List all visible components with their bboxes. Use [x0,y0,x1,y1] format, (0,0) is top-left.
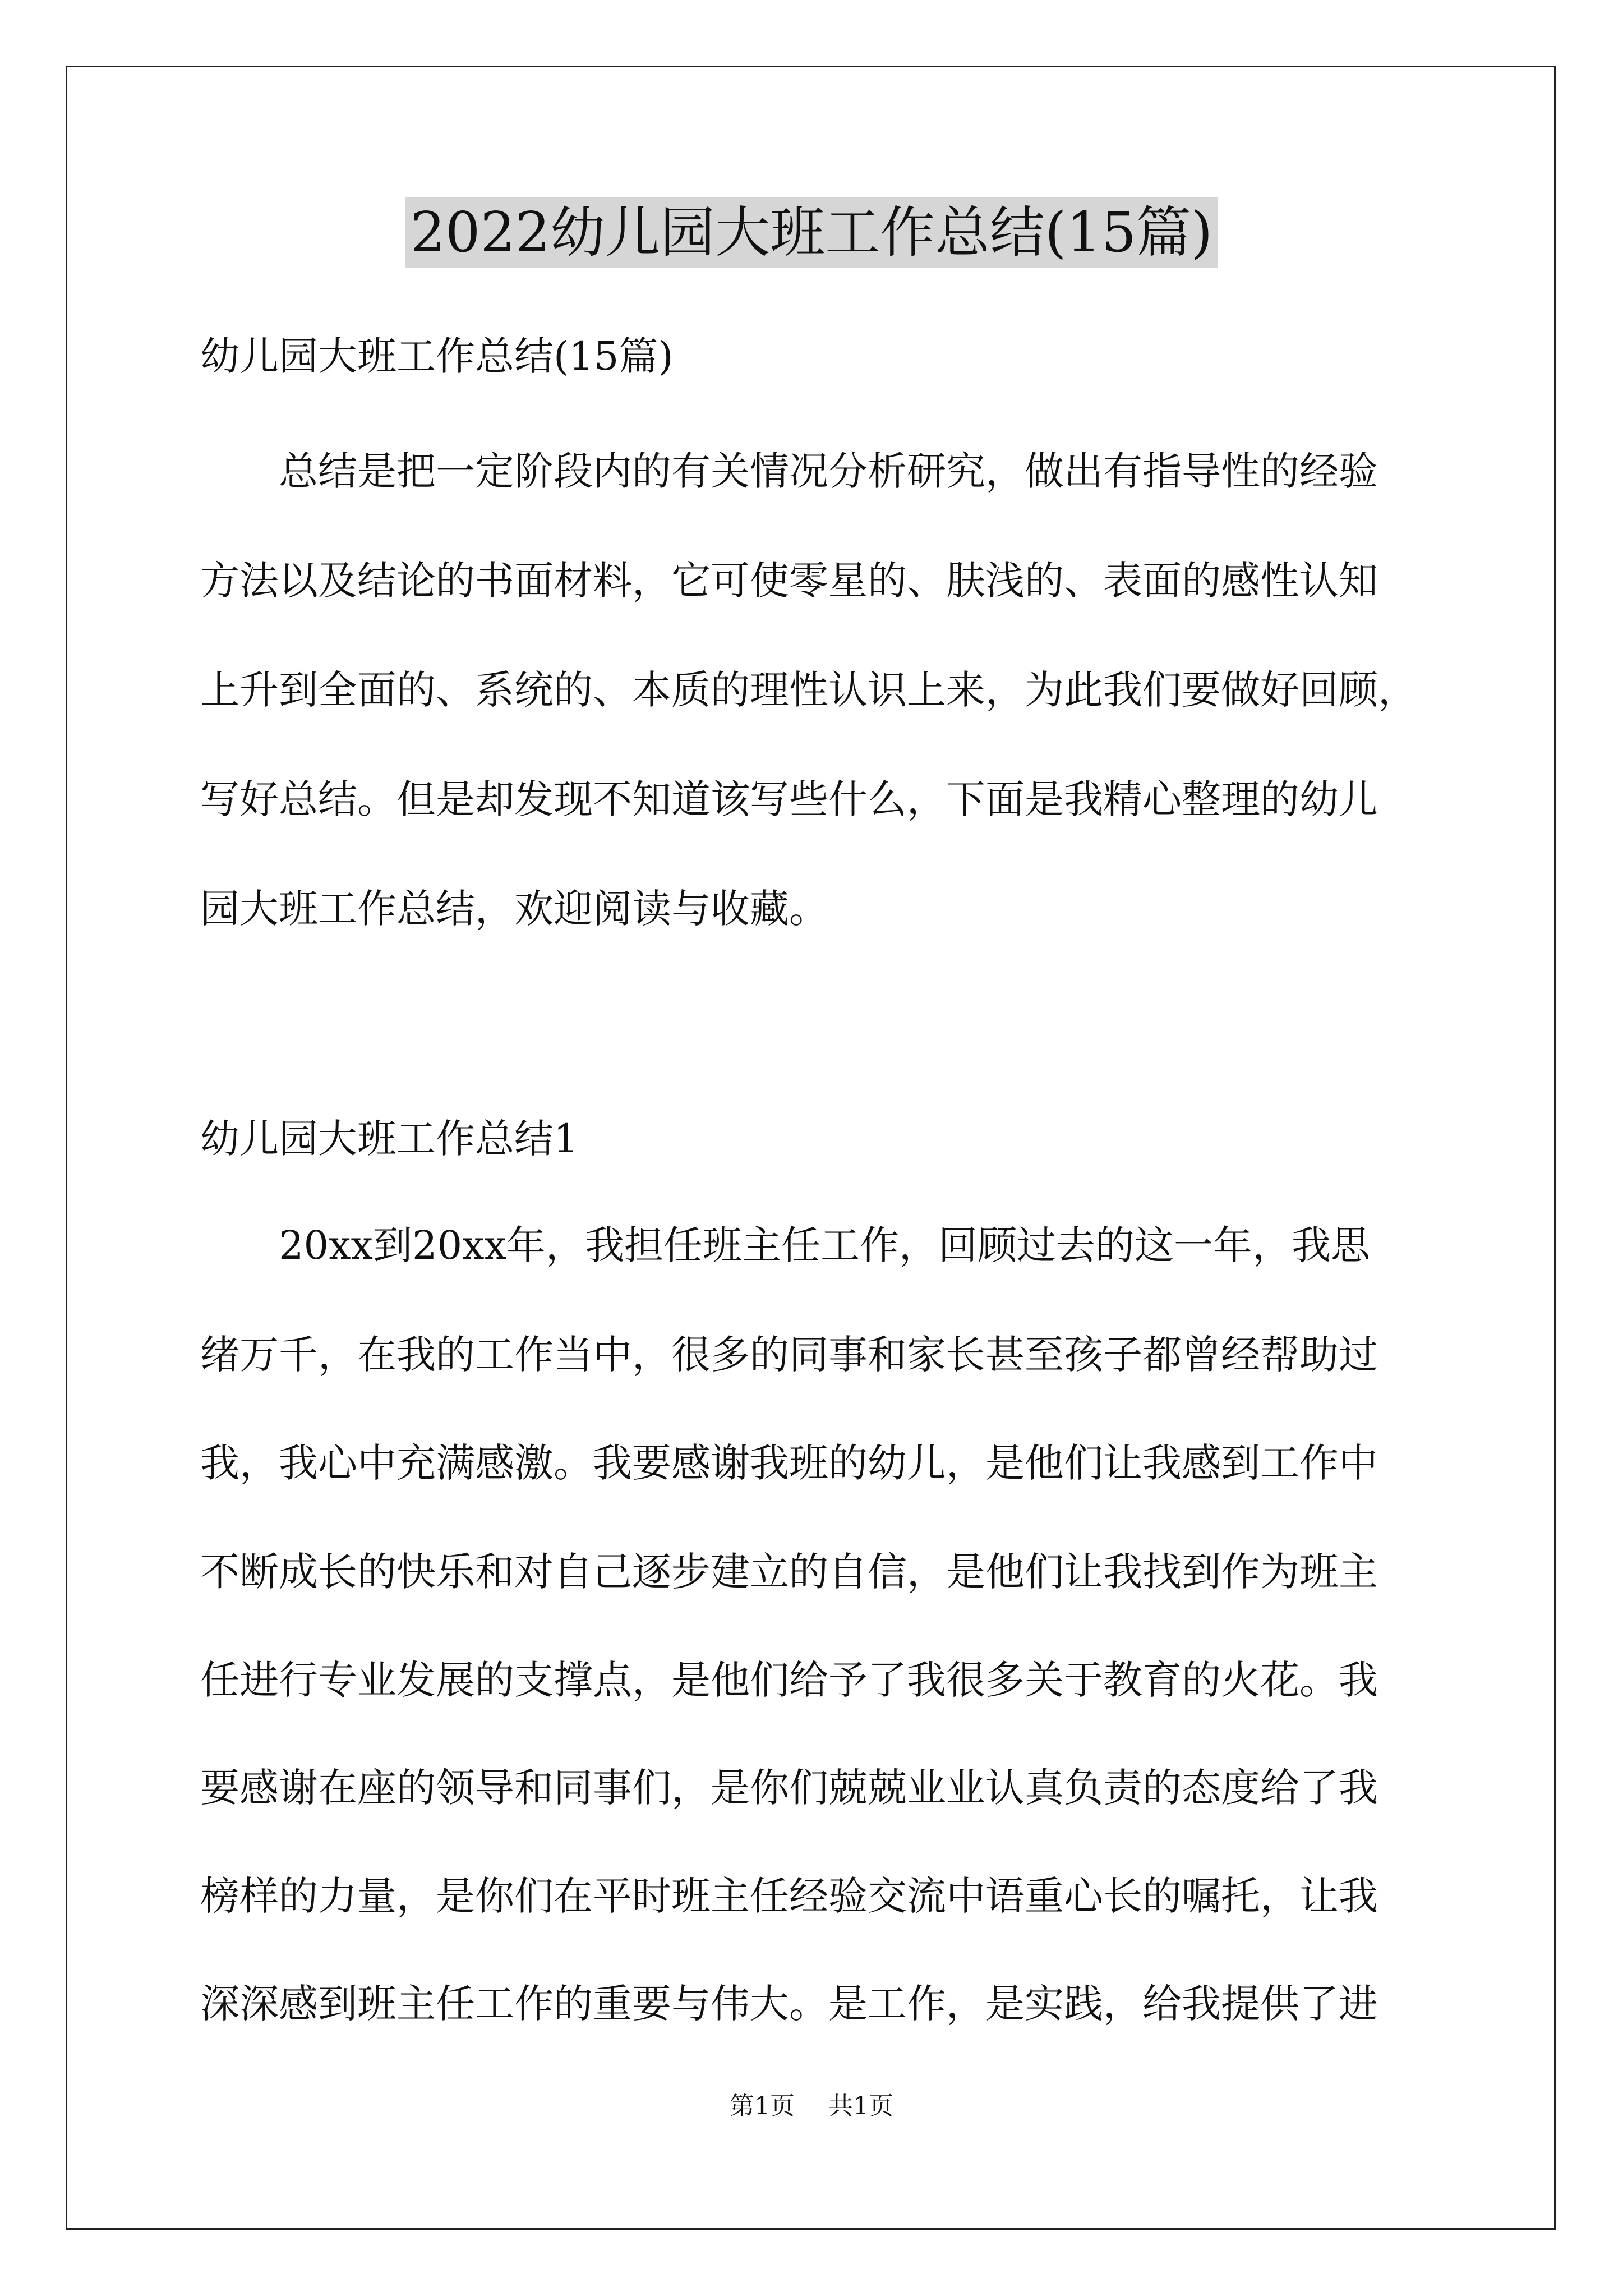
body-paragraph-line: 榜样的力量，是你们在平时班主任经验交流中语重心长的嘱托，让我 [200,1873,1378,1919]
document-title-text: 2022幼儿园大班工作总结(15篇) [405,197,1219,268]
page-footer [0,2090,1623,2123]
intro-paragraph-line: 园大班工作总结，欢迎阅读与收藏。 [200,886,828,932]
body-paragraph-line: 深深感到班主任工作的重要与伟大。是工作，是实践，给我提供了进 [200,1981,1378,2027]
intro-paragraph-line: 上升到全面的、系统的、本质的理性认识上来，为此我们要做好回顾， [200,667,1417,713]
intro-paragraph-line: 方法以及结论的书面材料，它可使零星的、肤浅的、表面的感性认知 [200,558,1378,604]
body-paragraph-line: 任进行专业发展的支撑点，是他们给予了我很多关于教育的火花。我 [200,1657,1378,1703]
section-heading: 幼儿园大班工作总结1 [200,1116,579,1162]
intro-paragraph-line: 写好总结。但是却发现不知道该写些什么，下面是我精心整理的幼儿 [200,776,1378,822]
intro-paragraph-line: 总结是把一定阶段内的有关情况分析研究，做出有指导性的经验 [200,448,1378,494]
body-paragraph-line: 20xx到20xx年，我担任班主任工作，回顾过去的这一年，我思 [200,1222,1371,1268]
body-paragraph-line: 绪万千，在我的工作当中，很多的同事和家长甚至孩子都曾经帮助过 [200,1332,1378,1378]
body-paragraph-line: 不断成长的快乐和对自己逐步建立的自信，是他们让我找到作为班主 [200,1549,1378,1595]
page-number: 第1页 [730,2092,795,2120]
document-title [0,191,1623,275]
page-total: 共1页 [828,2092,893,2120]
document-subtitle: 幼儿园大班工作总结(15篇) [200,333,674,379]
body-paragraph-line: 要感谢在座的领导和同事们，是你们兢兢业业认真负责的态度给了我 [200,1765,1378,1811]
body-paragraph-line: 我，我心中充满感激。我要感谢我班的幼儿，是他们让我感到工作中 [200,1440,1378,1486]
